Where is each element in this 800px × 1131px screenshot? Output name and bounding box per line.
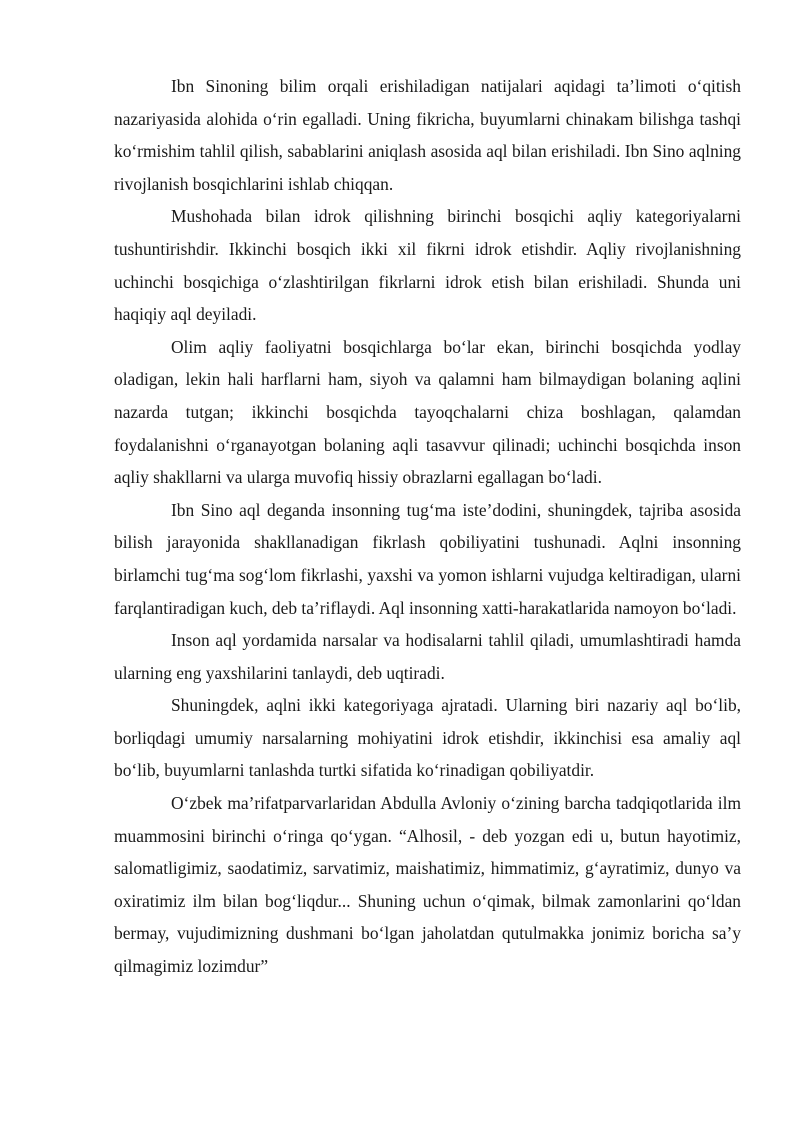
document-page [114, 70, 741, 983]
paragraph-ibn-sino-knowledge: Ibn Sinoning bilim orqali erishiladigan natijalari aqidagi ta’limoti o‘qitish nazariyasida alohida o‘rin egalladi. Uning fikricha, buyumlarni chinakam bilishga tashqi ko‘rmishim tahlil qilish, sabablarini aniqlash asosida aql bilan erishiladi. Ibn Sino aqlning rivojlanish bosqichlarini ishlab chiqqan. [114, 76, 741, 194]
paragraph-observation-stages: Mushohada bilan idrok qilishning birinchi bosqichi aqliy kategoriyalarni tushuntirishdir. Ikkinchi bosqich ikki xil fikrni idrok etishdir. Aqliy rivojlanishning uchinchi bosqichiga o‘zlashtirilgan fikrlarni idrok etish bilan erishiladi. Shunda uni haqiqiy aql deyiladi. [114, 206, 741, 325]
paragraph-avloniy-quote: O‘zbek ma’rifatparvarlaridan Abdulla Avloniy o‘zining barcha tadqiqotlarida ilm muammosini birinchi o‘ringa qo‘ygan. “Alhosil, - deb yozgan edi u, butun hayotimiz, salomatligimiz, saodatimiz, sarvatimiz, maishatimiz, himmatimiz, g‘ayratimiz, dunyo va oxiratimiz ilm bilan bog‘liqdur... Shuning uchun o‘qimak, bilmak zamonlarini qo‘ldan bermay, vujudimizning dushmani bo‘lgan jaholatdan qutulmakka jonimiz boricha sa’y qilmagimiz lozimdur” [114, 793, 741, 977]
paragraph-mental-activity-stages: Olim aqliy faoliyatni bosqichlarga bo‘lar ekan, birinchi bosqichda yodlay oladigan, lekin hali harflarni ham, siyoh va qalamni ham bilmaydigan bolaning aqlini nazarda tutgan; ikkinchi bosqichda tayoqchalarni chiza boshlagan, qalamdan foydalanishni o‘rganayotgan bolaning aqli tasavvur qilinadi; uchinchi bosqichda inson aqliy shakllarni va ularga muvofiq hissiy obrazlarni egallagan bo‘ladi. [114, 336, 741, 488]
paragraph-two-categories: Shuningdek, aqlni ikki kategoriyaga ajratadi. Ularning biri nazariy aql bo‘lib, borliqdagi umumiy narsalarning mohiyatini idrok etishdir, ikkinchisi esa amaliy aql bo‘lib, buyumlarni tanlashda turtki sifatida ko‘rinadigan qobiliyatdir. [114, 695, 741, 781]
paragraph-intellect-definition: Ibn Sino aql deganda insonning tug‘ma iste’dodini, shuningdek, tajriba asosida bilish jarayonida shakllanadigan fikrlash qobiliyatini tushunadi. Aqlni insonning birlamchi tug‘ma sog‘lom fikrlashi, yaxshi va yomon ishlarni vujudga keltiradigan, ularni farqlantiradigan kuch, deb ta’riflaydi. Aql insonning xatti-harakatlarida namoyon bo‘ladi. [114, 499, 741, 618]
paragraph-intellect-analysis: Inson aql yordamida narsalar va hodisalarni tahlil qiladi, umumlashtiradi hamda ularning eng yaxshilarini tanlaydi, deb uqtiradi. [114, 630, 741, 683]
